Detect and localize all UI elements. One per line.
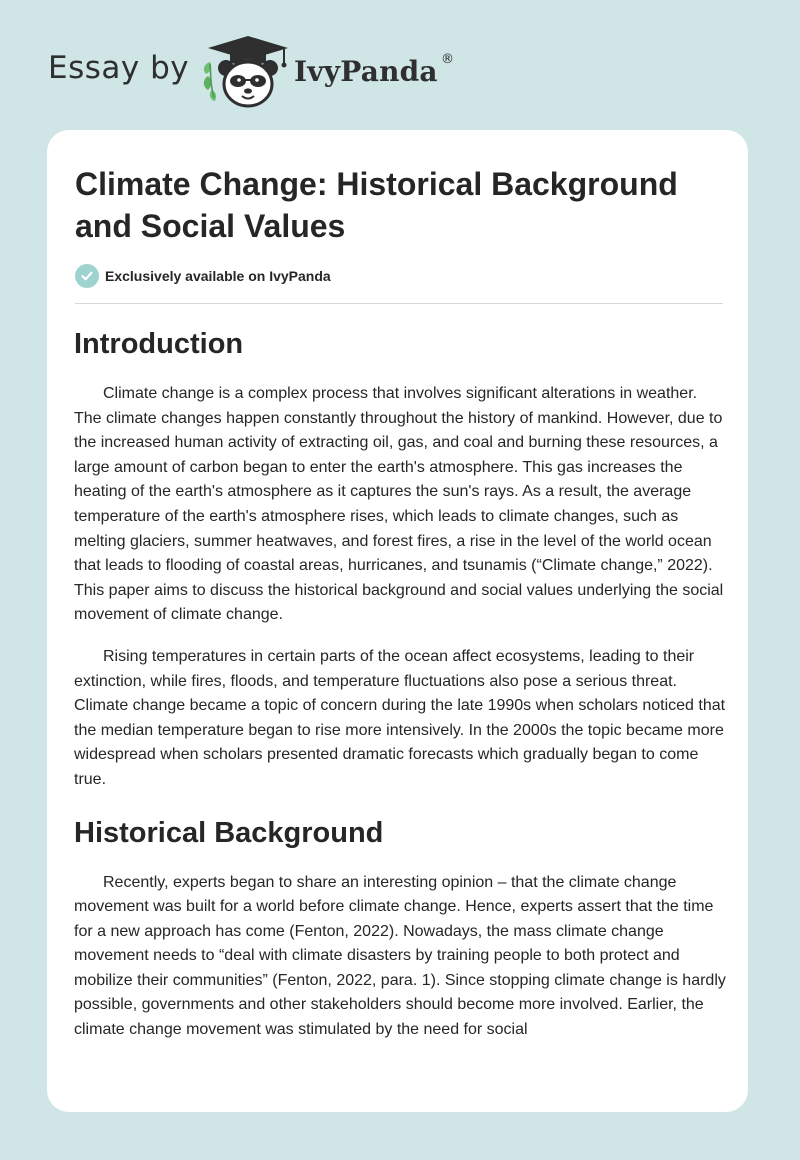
check-circle-icon bbox=[75, 264, 99, 288]
ivy-leaf-icon bbox=[204, 62, 216, 101]
essay-card bbox=[47, 130, 748, 1112]
brand-prefix: Essay by bbox=[48, 50, 190, 86]
section-heading-historical-background: Historical Background bbox=[74, 816, 384, 849]
panda-logo-icon[interactable] bbox=[200, 34, 296, 110]
exclusive-label: Exclusively available on IvyPanda bbox=[105, 268, 331, 284]
paragraph: Rising temperatures in certain parts of the ocean affect ecosystems, leading to their extinction, while fires, floods, and temperature fluctuations also pose a serious threat. Climate change became a topic of concern during the late 1990s when scholars noticed that the median temperature began to rise more intensively. In the 2000s the topic became more widespread when scholars presented dramatic forecasts which gradually began to come true. bbox=[74, 647, 726, 788]
paragraph: Recently, experts began to share an interesting opinion – that the climate change movement was built for a world before climate change. Hence, experts assert that the time for a new approach has come (Fenton, 2022). Nowadays, the mass climate change movement needs to “deal with climate disasters by training people to both protect and mobilize their communities” (Fenton, 2022, para. 1). Since stopping climate change is hardly possible, governments and other stakeholders should become more involved. Earlier, the climate change movement was stimulated by the need for social bbox=[74, 873, 726, 1039]
registered-mark: ® bbox=[441, 52, 454, 67]
essay-body bbox=[74, 325, 726, 1043]
paragraph: Climate change is a complex process that involves significant alterations in weather. The climate changes happen constantly throughout the history of mankind. However, due to the increased human activity of extracting oil, gas, and coal and burning these resources, a large amount of carbon began to enter the earth's atmosphere. This gas increases the heating of the earth's atmosphere as it captures the sun's rays. As a result, the average temperature of the earth's atmosphere rises, which leads to climate changes, such as melting glaciers, summer heatwaves, and forest fires, a rise in the level of the world ocean that leads to flooding of coastal areas, hurricanes, and tsunamis (“Climate change,” 2022). This paper aims to discuss the historical background and social values underlying the social movement of climate change. bbox=[74, 385, 724, 624]
title-divider bbox=[75, 303, 723, 304]
section-heading-introduction: Introduction bbox=[74, 328, 244, 360]
exclusive-badge bbox=[75, 263, 331, 289]
brand-name: IvyPanda bbox=[294, 55, 438, 88]
essay-title: Climate Change: Historical Background and Social Values bbox=[75, 166, 678, 244]
site-header bbox=[0, 0, 800, 130]
